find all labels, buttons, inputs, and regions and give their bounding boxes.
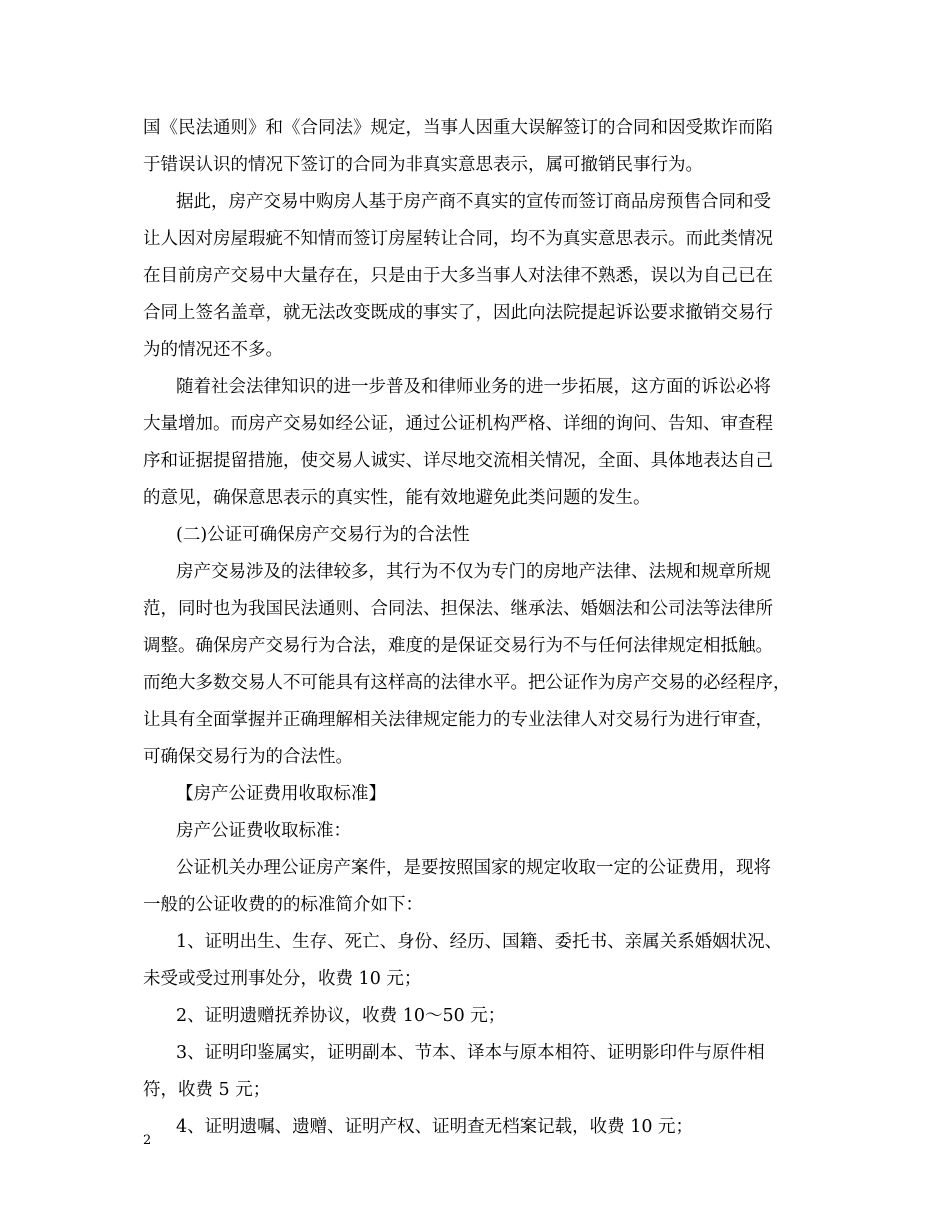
text-line: 国《民法通则》和《合同法》规定，当事人因重大误解签订的合同和因受欺诈而陷 bbox=[143, 118, 773, 138]
text-line: 而绝大多数交易人不可能具有这样高的法律水平。把公证作为房产交易的必经程序， bbox=[143, 673, 791, 693]
text-line: 随着社会法律知识的进一步普及和律师业务的进一步拓展，这方面的诉讼必将 bbox=[176, 377, 771, 397]
text-line: 让具有全面掌握并正确理解相关法律规定能力的专业法律人对交易行为进行审查， bbox=[143, 710, 773, 730]
text-line: 一般的公证收费的的标准简介如下： bbox=[143, 895, 423, 915]
text-line: 为的情况还不多。 bbox=[143, 340, 283, 360]
text-line: 大量增加。而房产交易如经公证，通过公证机构严格、详细的询问、告知、审查程 bbox=[143, 414, 773, 434]
text-line: 据此，房产交易中购房人基于房产商不真实的宣传而签订商品房预售合同和受 bbox=[176, 192, 771, 212]
text-line: 2、证明遗赠抚养协议，收费 10～50 元； bbox=[176, 1006, 506, 1026]
text-line: 1、证明出生、生存、死亡、身份、经历、国籍、委托书、亲属关系婚姻状况、 bbox=[176, 932, 783, 952]
text-line: 合同上签名盖章，就无法改变既成的事实了，因此向法院提起诉讼要求撤销交易行 bbox=[143, 303, 773, 323]
text-line: 于错误认识的情况下签订的合同为非真实意思表示，属可撤销民事行为。 bbox=[143, 155, 703, 175]
text-line: 符，收费 5 元； bbox=[143, 1080, 271, 1100]
text-line: 调整。确保房产交易行为合法，难度的是保证交易行为不与任何法律规定相抵触。 bbox=[143, 636, 773, 656]
text-line: 房产公证费收取标准： bbox=[176, 821, 351, 841]
text-line: 的意见，确保意思表示的真实性，能有效地避免此类问题的发生。 bbox=[143, 488, 651, 508]
text-line: 3、证明印鉴属实，证明副本、节本、译本与原本相符、证明影印件与原件相 bbox=[176, 1043, 765, 1063]
text-line: 4、证明遗嘱、遗赠、证明产权、证明查无档案记载，收费 10 元； bbox=[176, 1117, 694, 1137]
text-line: 在目前房产交易中大量存在，只是由于大多当事人对法律不熟悉，误以为自己已在 bbox=[143, 266, 773, 286]
text-line: 让人因对房屋瑕疵不知情而签订房屋转让合同，均不为真实意思表示。而此类情况 bbox=[143, 229, 773, 249]
text-line: 可确保交易行为的合法性。 bbox=[143, 747, 353, 767]
text-line: 公证机关办理公证房产案件，是要按照国家的规定收取一定的公证费用，现将 bbox=[176, 858, 771, 878]
text-line: 未受或受过刑事处分，收费 10 元； bbox=[143, 969, 422, 989]
text-line: 房产交易涉及的法律较多，其行为不仅为专门的房地产法律、法规和规章所规 bbox=[176, 562, 771, 582]
text-line: (二)公证可确保房产交易行为的合法性 bbox=[176, 525, 470, 545]
text-line: 【房产公证费用收取标准】 bbox=[176, 784, 386, 804]
text-line: 序和证据提留措施，使交易人诚实、详尽地交流相关情况，全面、具体地表达自己 bbox=[143, 451, 773, 471]
page-number: 2 bbox=[143, 1133, 152, 1148]
body-text bbox=[143, 110, 813, 1146]
text-line: 范，同时也为我国民法通则、合同法、担保法、继承法、婚姻法和公司法等法律所 bbox=[143, 599, 773, 619]
